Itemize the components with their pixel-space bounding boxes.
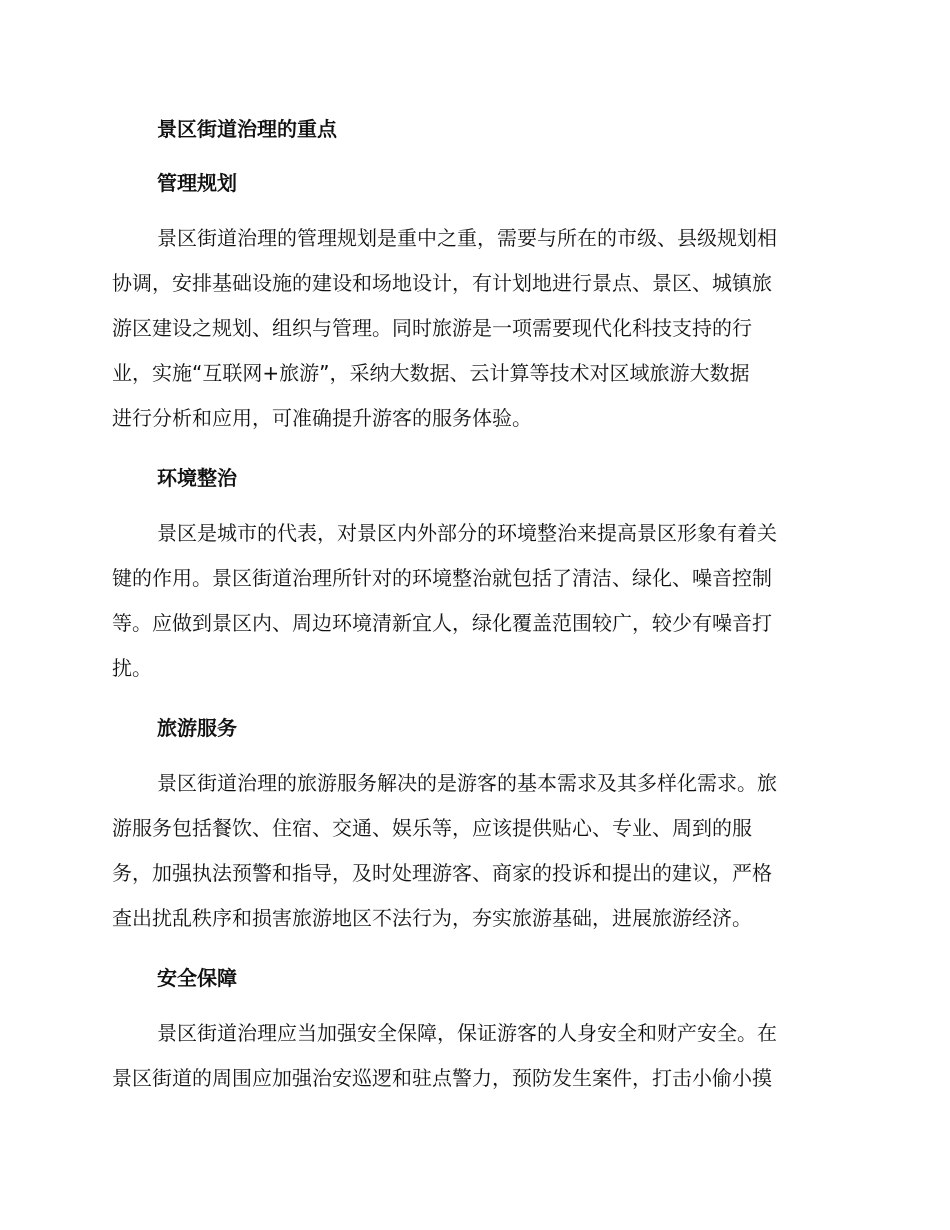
text-line: 扰。 <box>112 656 152 680</box>
text-line: 进行分析和应用，可准确提升游客的服务体验。 <box>112 406 532 430</box>
text-line: 景区街道治理的管理规划是重中之重，需要与所在的市级、县级规划相 <box>157 226 777 250</box>
section-heading-safety: 安全保障 <box>157 966 237 990</box>
paragraph-environment <box>112 511 830 691</box>
text-line: 键的作用。景区街道治理所针对的环境整治就包括了清洁、绿化、噪音控制 <box>112 566 772 590</box>
section-heading-management-planning: 管理规划 <box>157 171 237 195</box>
text-line: 景区街道治理的旅游服务解决的是游客的基本需求及其多样化需求。旅 <box>157 771 777 795</box>
text-line: 协调，安排基础设施的建设和场地设计，有计划地进行景点、景区、城镇旅 <box>112 271 772 295</box>
document-page <box>112 112 830 1101</box>
text-line: 等。应做到景区内、周边环境清新宜人，绿化覆盖范围较广，较少有噪音打 <box>112 611 772 635</box>
section-heading-tourism-service: 旅游服务 <box>157 716 237 740</box>
text-line: 景区街道的周围应加强治安巡逻和驻点警力，预防发生案件，打击小偷小摸 <box>112 1066 772 1090</box>
text-line: 景区街道治理应当加强安全保障，保证游客的人身安全和财产安全。在 <box>157 1021 777 1045</box>
paragraph-safety <box>112 1011 830 1101</box>
text-line: 景区是城市的代表，对景区内外部分的环境整治来提高景区形象有着关 <box>157 521 777 545</box>
section-heading-environment: 环境整治 <box>157 466 237 490</box>
text-line: 查出扰乱秩序和损害旅游地区不法行为，夯实旅游基础，进展旅游经济。 <box>112 906 752 930</box>
paragraph-management-planning <box>112 216 830 441</box>
text-line: 游区建设之规划、组织与管理。同时旅游是一项需要现代化科技支持的行 <box>112 316 752 340</box>
text-line: 务，加强执法预警和指导，及时处理游客、商家的投诉和提出的建议，严格 <box>112 861 772 885</box>
paragraph-tourism-service <box>112 761 830 941</box>
document-title: 景区街道治理的重点 <box>157 117 337 141</box>
text-line: 游服务包括餐饮、住宿、交通、娱乐等，应该提供贴心、专业、周到的服 <box>112 816 752 840</box>
text-line: 业，实施“互联网+旅游”，采纳大数据、云计算等技术对区域旅游大数据 <box>112 361 750 385</box>
